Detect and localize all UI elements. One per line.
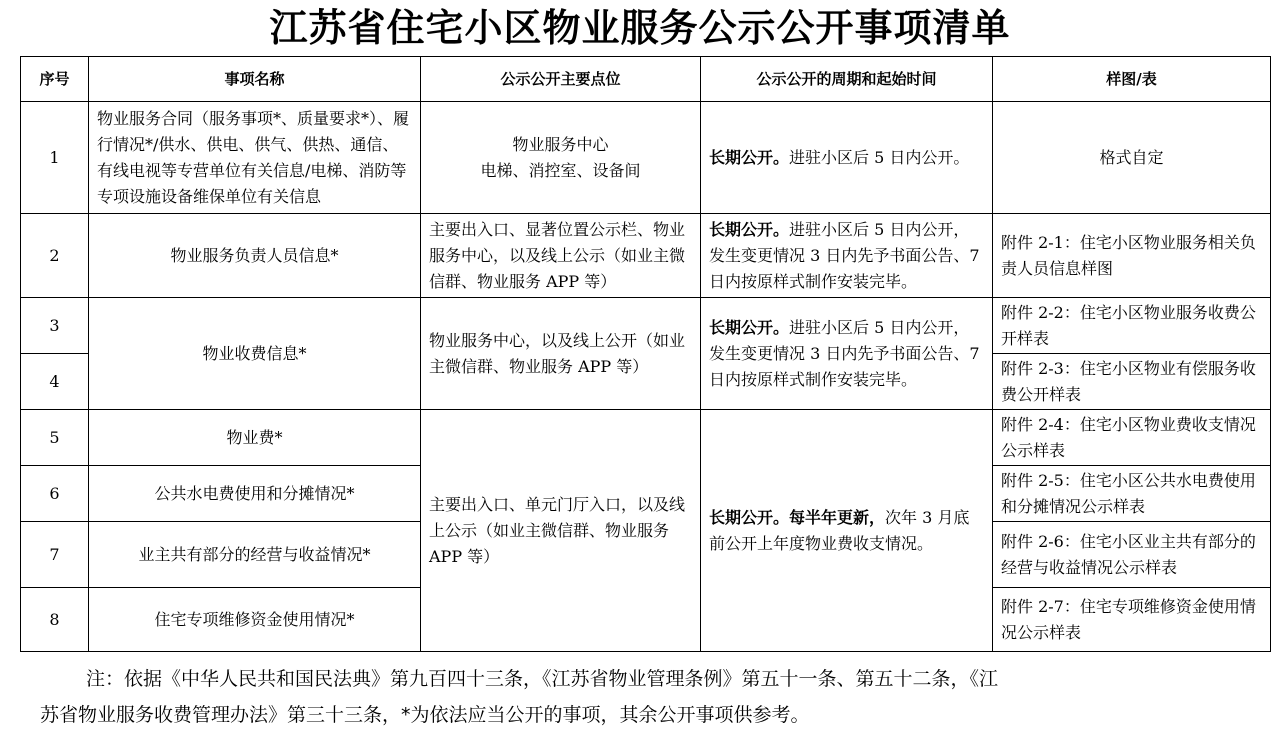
location-line: 物业服务中心 xyxy=(512,134,609,154)
row-number: 2 xyxy=(21,214,89,298)
item-name: 物业费* xyxy=(89,410,421,466)
item-name: 住宅专项维修资金使用情况* xyxy=(89,588,421,652)
item-name: 公共水电费使用和分摊情况* xyxy=(89,466,421,522)
location-cell: 主要出入口、单元门厅入口，以及线上公示（如业主微信群、物业服务 APP 等） xyxy=(421,410,701,652)
sample-cell: 附件 2-2：住宅小区物业服务收费公开样表 xyxy=(993,298,1271,354)
item-name: 物业服务合同（服务事项*、质量要求*）、履行情况*/供水、供电、供气、供热、通信、有线电视等专营单位有关信息/电梯、消防等专项设施设备维保单位有关信息 xyxy=(89,102,421,214)
period-cell xyxy=(701,102,993,214)
document-title: 江苏省住宅小区物业服务公示公开事项清单 xyxy=(269,6,1011,50)
item-name: 物业服务负责人员信息* xyxy=(89,214,421,298)
period-cell xyxy=(701,410,993,652)
sample-cell: 附件 2-3：住宅小区物业有偿服务收费公开样表 xyxy=(993,354,1271,410)
item-name: 业主共有部分的经营与收益情况* xyxy=(89,522,421,588)
location-line: 电梯、消控室、设备间 xyxy=(480,160,641,180)
row-number: 7 xyxy=(21,522,89,588)
table-header-row xyxy=(21,57,1271,102)
period-text: 进驻小区后 5 日内公开。 xyxy=(789,147,970,167)
table-row xyxy=(21,298,1271,354)
row-number: 3 xyxy=(21,298,89,354)
location-cell xyxy=(421,102,701,214)
period-cell xyxy=(701,298,993,410)
period-text: 进驻小区后 5 日内公开，发生变更情况 3 日内先予书面公告、7 日内按原样式制作安装完毕。 xyxy=(709,317,980,389)
header-period: 公示公开的周期和起始时间 xyxy=(701,57,993,102)
row-number: 1 xyxy=(21,102,89,214)
period-bold: 长期公开。 xyxy=(709,317,790,337)
period-bold: 长期公开。 xyxy=(709,147,790,167)
sample-cell: 格式自定 xyxy=(993,102,1271,214)
row-number: 6 xyxy=(21,466,89,522)
period-bold: 长期公开。 xyxy=(709,219,790,239)
header-item: 事项名称 xyxy=(89,57,421,102)
period-bold: 长期公开。每半年更新， xyxy=(709,507,886,527)
table-row xyxy=(21,410,1271,466)
header-no: 序号 xyxy=(21,57,89,102)
location-cell: 物业服务中心，以及线上公开（如业主微信群、物业服务 APP 等） xyxy=(421,298,701,410)
header-location: 公示公开主要点位 xyxy=(421,57,701,102)
period-cell xyxy=(701,214,993,298)
row-number: 5 xyxy=(21,410,89,466)
row-number: 8 xyxy=(21,588,89,652)
location-cell: 主要出入口、显著位置公示栏、物业服务中心，以及线上公示（如业主微信群、物业服务 APP 等） xyxy=(421,214,701,298)
period-text: 次年 3 月底前公开上年度物业费收支情况。 xyxy=(709,507,970,553)
header-sample: 样图/表 xyxy=(993,57,1271,102)
table-row xyxy=(21,102,1271,214)
table-row xyxy=(21,214,1271,298)
sample-cell: 附件 2-4：住宅小区物业费收支情况公示样表 xyxy=(993,410,1271,466)
sample-cell: 附件 2-1：住宅小区物业服务相关负责人员信息样图 xyxy=(993,214,1271,298)
sample-cell: 附件 2-5：住宅小区公共水电费使用和分摊情况公示样表 xyxy=(993,466,1271,522)
footnote-line-1: 注：依据《中华人民共和国民法典》第九百四十三条，《江苏省物业管理条例》第五十一条、第五十二条，《江 xyxy=(86,668,999,690)
sample-cell: 附件 2-7：住宅专项维修资金使用情况公示样表 xyxy=(993,588,1271,652)
disclosure-table xyxy=(20,56,1271,652)
item-name: 物业收费信息* xyxy=(89,298,421,410)
period-text: 进驻小区后 5 日内公开，发生变更情况 3 日内先予书面公告、7 日内按原样式制作安装完毕。 xyxy=(709,219,980,291)
footnote-line-2: 苏省物业服务收费管理办法》第三十三条，*为依法应当公开的事项，其余公开事项供参考。 xyxy=(40,704,810,726)
sample-cell: 附件 2-6：住宅小区业主共有部分的经营与收益情况公示样表 xyxy=(993,522,1271,588)
row-number: 4 xyxy=(21,354,89,410)
